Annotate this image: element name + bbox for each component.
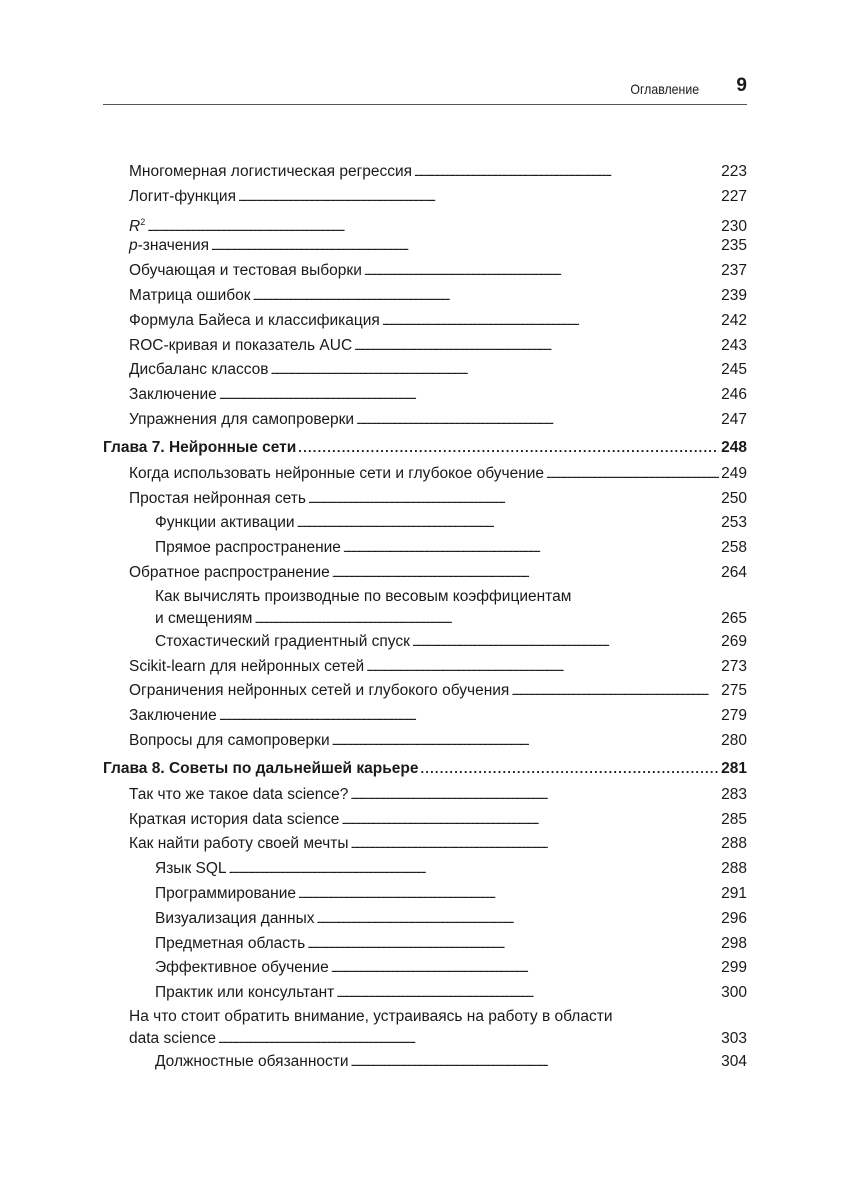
toc-entry-page: 223	[721, 163, 747, 180]
toc-entry-title-line1: Как вычислять производные по весовым коэффициентам	[155, 587, 572, 605]
toc-entry-page: 303	[721, 1029, 747, 1047]
toc-entry-title-italic: p	[129, 237, 138, 255]
toc-subentry[interactable]	[103, 907, 747, 932]
toc-entry[interactable]	[103, 1028, 747, 1050]
toc-entry-page: 298	[721, 934, 747, 952]
toc-entry-page: 250	[721, 489, 747, 507]
toc-entry-title: Должностные обязанности	[155, 1052, 349, 1070]
dot-leader	[254, 608, 719, 631]
toc-entry[interactable]	[103, 462, 747, 487]
toc-entry-page: 246	[721, 386, 747, 404]
toc-entry-page: 237	[721, 262, 747, 280]
toc-entry-page: 273	[721, 657, 747, 675]
toc-subentry[interactable]	[103, 857, 747, 882]
toc-entry-page: 235	[721, 237, 747, 255]
toc-entry[interactable]	[103, 284, 747, 309]
toc-entry-page: 245	[721, 361, 747, 379]
dot-leader	[354, 334, 719, 360]
dot-leader	[420, 754, 719, 783]
toc-subentry[interactable]	[103, 511, 747, 536]
dot-leader	[238, 185, 719, 211]
toc-entry-title: Scikit-learn для нейронных сетей	[129, 657, 365, 675]
toc-entry-title: Заключение	[129, 707, 217, 725]
dot-leader	[511, 679, 719, 705]
toc-entry[interactable]	[103, 358, 747, 383]
toc-entry-page: 304	[721, 1052, 747, 1070]
dot-leader	[341, 808, 719, 834]
page-number: 9	[736, 75, 747, 96]
toc-entry[interactable]	[103, 783, 747, 808]
toc-entry-title-main: R	[129, 217, 141, 235]
toc-entry-page: 291	[721, 884, 747, 902]
toc-entry[interactable]	[103, 679, 747, 704]
dot-leader	[332, 561, 719, 587]
toc-entry-title: Простая нейронная сеть	[129, 489, 306, 507]
toc-subentry[interactable]	[103, 932, 747, 957]
toc-entry-page: 258	[721, 539, 747, 557]
toc-entry-first-line[interactable]	[103, 1006, 747, 1028]
dot-leader	[343, 536, 719, 562]
toc-entry-page: 239	[721, 286, 747, 304]
toc-entry-page: 243	[721, 336, 747, 354]
toc-chapter-title: Глава 7. Нейронные сети	[103, 438, 297, 456]
toc-entry-page: 230	[721, 217, 747, 235]
toc-entry-page: 275	[721, 682, 747, 700]
toc-entry-title: Краткая история data science	[129, 810, 340, 828]
dot-leader	[351, 1050, 720, 1076]
toc-entry-title: Логит-функция	[129, 187, 236, 205]
toc-entry[interactable]	[103, 383, 747, 408]
toc-subentry[interactable]	[103, 536, 747, 561]
toc-chapter[interactable]	[103, 754, 747, 783]
toc-entry-page: 280	[721, 731, 747, 749]
toc-entry[interactable]	[103, 185, 747, 210]
toc-entry-page: 247	[721, 410, 747, 428]
toc-chapter-page: 248	[721, 438, 747, 456]
toc-entry-page: 249	[721, 464, 747, 482]
toc-entry[interactable]	[103, 160, 747, 185]
toc-entry-title: Язык SQL	[155, 860, 227, 878]
toc-entry-title: Когда использовать нейронные сети и глубокое обучение	[129, 464, 545, 482]
toc-entry-page: 265	[721, 609, 747, 627]
toc-entry-title: Упражнения для самопроверки	[129, 410, 355, 428]
toc-subentry[interactable]	[103, 882, 747, 907]
toc-entry-title: Многомерная логистическая регрессия	[129, 163, 413, 180]
toc-entry[interactable]	[103, 210, 747, 235]
toc-entry-title: Прямое распространение	[155, 539, 341, 557]
dot-leader	[332, 729, 720, 755]
toc-entry-title: Эффективное обучение	[155, 959, 329, 977]
dot-leader	[307, 932, 719, 958]
dot-leader	[364, 259, 719, 285]
toc-entry[interactable]	[103, 655, 747, 680]
toc-subentry-first-line[interactable]	[103, 586, 747, 608]
toc-entry[interactable]	[103, 408, 747, 433]
dot-leader	[229, 857, 720, 883]
toc-entry-page: 264	[721, 563, 747, 581]
toc-entry[interactable]	[103, 832, 747, 857]
dot-leader	[366, 655, 719, 681]
toc-chapter[interactable]	[103, 433, 747, 462]
toc-entry-title: Так что же такое data science?	[129, 785, 349, 803]
dot-leader	[211, 234, 719, 260]
dot-leader	[316, 907, 719, 933]
dot-leader	[218, 1028, 719, 1051]
toc-entry-title: Ограничения нейронных сетей и глубокого обучения	[129, 682, 510, 700]
toc-subentry[interactable]	[103, 608, 747, 630]
toc-chapter-title: Глава 8. Советы по дальнейшей карьере	[103, 759, 419, 777]
toc-entry[interactable]	[103, 729, 747, 754]
toc-entry-page: 279	[721, 707, 747, 725]
dot-leader	[414, 160, 719, 186]
toc-entry-title: data science	[129, 1029, 217, 1047]
toc-entry-title	[129, 234, 209, 259]
toc-entry-title: Стохастический градиентный спуск	[155, 632, 410, 650]
toc-entry-title-line1: На что стоит обратить внимание, устраиваясь на работу в области	[129, 1007, 613, 1025]
toc-entry-page: 296	[721, 909, 747, 927]
dot-leader	[298, 882, 719, 908]
toc-subentry[interactable]	[103, 956, 747, 981]
dot-leader	[356, 408, 719, 434]
toc-entry-title: Функции активации	[155, 514, 295, 532]
toc-entry-title: Как найти работу своей мечты	[129, 835, 349, 853]
toc-entry-page: 227	[721, 187, 747, 205]
dot-leader	[270, 358, 719, 384]
toc-entry-title: Визуализация данных	[155, 909, 315, 927]
toc-entry-title: Формула Байеса и классификация	[129, 311, 380, 329]
dot-leader	[350, 832, 719, 858]
toc-entry[interactable]	[103, 259, 747, 284]
toc-entry-title: и смещениям	[155, 609, 253, 627]
toc-entry-title: Заключение	[129, 386, 217, 404]
toc-entry-title: ROC-кривая и показатель AUC	[129, 336, 353, 354]
toc-entry-title: Практик или консультант	[155, 984, 335, 1002]
toc-entry[interactable]	[103, 561, 747, 586]
toc-entry-page: 253	[721, 514, 747, 532]
dot-leader	[331, 956, 719, 982]
running-header-title: Оглавление	[630, 81, 699, 97]
dot-leader	[219, 704, 719, 730]
toc-subentry[interactable]	[103, 1050, 747, 1075]
toc-entry-title-main: -значения	[137, 237, 210, 255]
toc-entry[interactable]	[103, 704, 747, 729]
dot-leader	[219, 383, 719, 409]
toc-entry-page: 283	[721, 785, 747, 803]
dot-leader	[350, 783, 719, 809]
toc-chapter-page: 281	[721, 759, 747, 777]
dot-leader	[412, 630, 719, 656]
toc-entry-title: Обучающая и тестовая выборки	[129, 262, 362, 280]
toc-entry-page: 285	[721, 810, 747, 828]
toc-entry-page: 299	[721, 959, 747, 977]
table-of-contents	[103, 160, 747, 1075]
toc-entry-superscript: 2	[140, 216, 146, 227]
toc-entry-page: 300	[721, 984, 747, 1002]
toc-entry-title: Программирование	[155, 884, 297, 902]
running-header	[103, 74, 747, 105]
toc-entry[interactable]	[103, 487, 747, 512]
toc-entry-page: 242	[721, 311, 747, 329]
toc-entry[interactable]	[103, 234, 747, 259]
dot-leader	[382, 309, 719, 335]
toc-entry-title: Обратное распространение	[129, 563, 330, 581]
toc-entry[interactable]	[103, 808, 747, 833]
dot-leader	[308, 487, 719, 513]
dot-leader	[298, 433, 719, 462]
toc-entry-title: Дисбаланс классов	[129, 361, 269, 379]
toc-entry-title: Предметная область	[155, 934, 306, 952]
toc-entry[interactable]	[103, 309, 747, 334]
toc-entry-page: 288	[721, 860, 747, 878]
toc-entry-page: 288	[721, 835, 747, 853]
toc-entry[interactable]	[103, 334, 747, 359]
toc-entry-page: 269	[721, 632, 747, 650]
dot-leader	[297, 511, 720, 537]
dot-leader	[336, 981, 719, 1007]
dot-leader	[546, 462, 719, 488]
dot-leader	[253, 284, 720, 310]
toc-subentry[interactable]	[103, 630, 747, 655]
toc-entry-title: Матрица ошибок	[129, 286, 251, 304]
toc-subentry[interactable]	[103, 981, 747, 1006]
toc-entry-title: Вопросы для самопроверки	[129, 731, 330, 749]
